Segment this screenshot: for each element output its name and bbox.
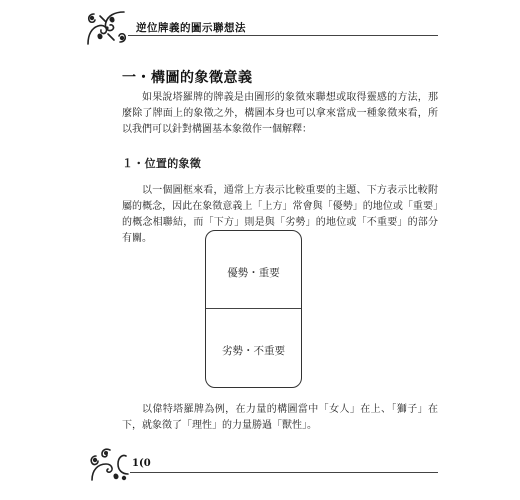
running-header-title: 逆位牌義的圖示聯想法 [136, 22, 246, 34]
diagram-top-label: 優勢・重要 [227, 267, 280, 279]
position-paragraph: 以一個圖框來看，通常上方表示比較重要的主題、下方表示比較附屬的概念，因此在象徵意義上「上方」常會與「優勢」的地位或「重要」的概念相聯結，而「下方」則是與「劣勢」的地位或「不重要」的部分有關。 [122, 185, 438, 244]
intro-paragraph: 如果說塔羅牌的牌義是由圖形的象徵來聯想或取得靈感的方法，那麼除了牌面上的象徵之外，構圖本身也可以拿來當成一種象徵來看，所以我們可以針對構圖基本象徵作一個解釋： [122, 92, 438, 135]
page-number: 1(0 [132, 458, 151, 469]
footer-rule [130, 472, 438, 473]
card-position-diagram [205, 230, 302, 388]
corner-ornament-top [84, 8, 130, 48]
subsection-title: １・位置的象徵 [122, 157, 202, 171]
closing-paragraph: 以偉特塔羅牌為例，在力量的構圖當中「女人」在上、「獅子」在下，就象徵了「理性」的力量勝過「獸性」。 [122, 404, 438, 431]
diagram-bottom-label: 劣勢・不重要 [222, 345, 285, 357]
section-title: 一・構圖的象徵意義 [122, 70, 253, 87]
diagram-divider [206, 308, 301, 309]
header-rule [128, 35, 438, 36]
corner-ornament-bottom [88, 444, 132, 484]
